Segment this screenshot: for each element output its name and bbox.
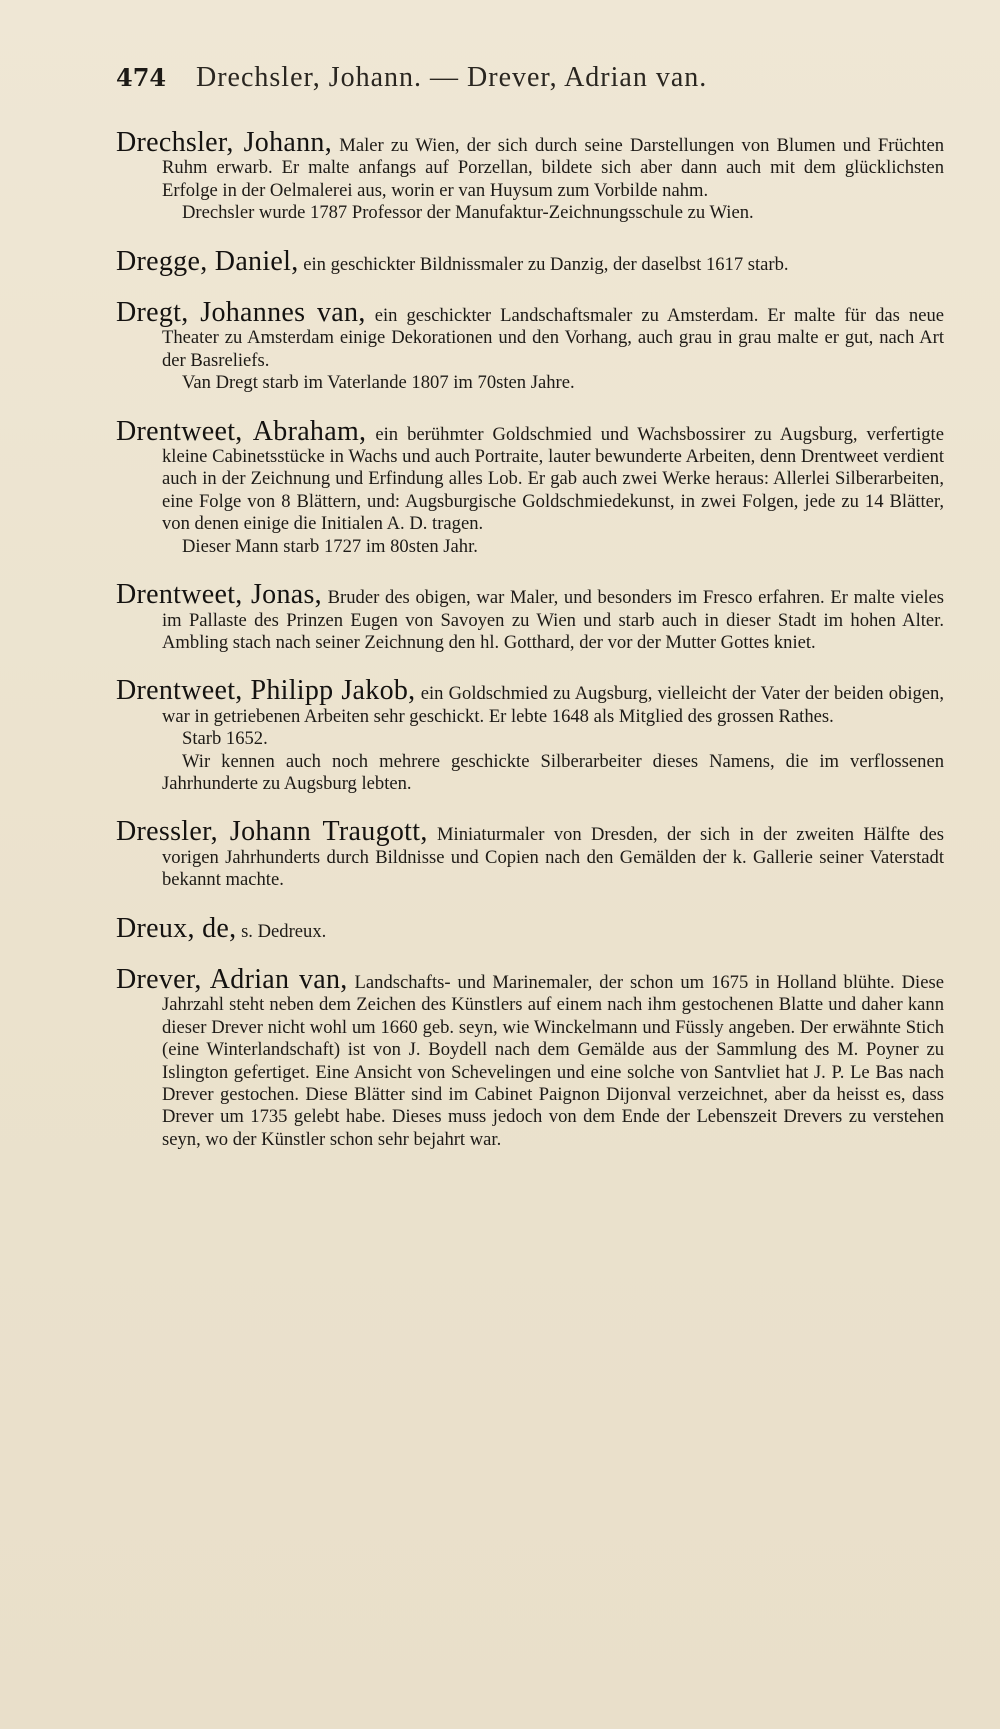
entry-text: Bruder des obigen, war Maler, und besonders im Fresco erfahren. Er malte vieles im Pallaste des Prinzen Eugen von Savoyen zu Wien und starb auch in dieser Stadt im hohen Alter. Ambling stach nach seiner Zeichnung den hl. Gotthard, der vor der Mutter Gottes kniet. [162,587,944,653]
entry-name: Drever, Adrian van, [116,963,348,995]
entry-name: Drentweet, Jonas, [116,579,322,611]
entry-drentweet-jonas [116,579,944,654]
entry-paragraph [116,415,944,536]
entry-text: Miniaturmaler von Dresden, der sich in der zweiten Hälfte des vorigen Jahrhunderts durch Bildnisse und Copien nach den Gemälden der k. Gallerie seiner Vaterstadt bekannt machte. [162,824,944,891]
entry-paragraph [116,675,944,728]
entry-dregge-daniel [116,245,944,277]
entry-text: ein berühmter Goldschmied und Wachsbossirer zu Augsburg, verfertigte kleine Cabinetsstücke in Wachs und auch Portraite, lauter bewunderte Arbeiten, denn Drentweet verdient auch in der Zeichnung und Erfindung alles Lob. Er gab auch zwei Werke heraus: Allerlei Silberarbeiten, eine Folge von 8 Blättern, und: Augsburgische Goldschmiedekunst, in zwei Folgen, jede zu 14 Blätter, von denen einige die Initialen A. D. tragen. [162,423,944,535]
entry-paragraph [116,816,944,891]
entry-name: Drentweet, Philipp Jakob, [116,675,416,707]
entry-text: Maler zu Wien, der sich durch seine Darstellungen von Blumen und Früchten Ruhm erwarb. Er malte anfangs auf Porzellan, bildete sich aber dann auch mit dem glücklichsten Erfolge in der Oelmalerei aus, worin er van Huysum zum Vorbilde nahm. [162,135,944,201]
entry-name: Drentweet, Abraham, [116,415,367,447]
entry-paragraph [116,245,944,277]
entry-paragraph: Dieser Mann starb 1727 im 80sten Jahr. [182,535,478,557]
entry-dreux-de [116,912,944,944]
entry-dressler-johann-traugott [116,816,944,891]
entry-name: Drechsler, Johann, [116,127,333,158]
entry-name: Dregt, Johannes van, [116,297,366,329]
entry-paragraph [116,963,944,1151]
running-head: Drechsler, Johann. — Drever, Adrian van. [196,62,708,93]
entry-paragraph: Wir kennen auch noch mehrere geschickte Silberarbeiter dieses Namens, die im verflossenen Jahrhunderte zu Augsburg lebten. [162,750,944,794]
entry-paragraph [116,579,944,654]
entry-drechsler-johann [116,127,944,225]
entry-drentweet-abraham [116,415,944,558]
entry-dregt-johannes-van [116,297,945,395]
entry-paragraph [116,127,944,202]
entry-paragraph [116,912,944,944]
entry-name: Dreux, de, [116,912,237,944]
entry-drentweet-philipp-jakob [116,675,944,795]
entry-drever-adrian-van [116,963,944,1151]
entry-paragraph: Van Dregt starb im Vaterlande 1807 im 70sten Jahre. [182,372,575,394]
entry-text: ein Goldschmied zu Augsburg, vielleicht der Vater der beiden obigen, war in getriebenen Arbeiten sehr geschickt. Er lebte 1648 als Mitglied des grossen Rathes. [162,683,944,727]
entry-paragraph [116,297,945,372]
entry-paragraph: Drechsler wurde 1787 Professor der Manufaktur-Zeichnungsschule zu Wien. [182,202,754,224]
page-header [116,62,944,94]
page-number: 474 [116,63,167,92]
entry-text: Landschafts- und Marinemaler, der schon um 1675 in Holland blühte. Diese Jahrzahl steht neben dem Zeichen des Künstlers auf einem nach ihm gestochenen Blatte und daher kann dieser Drever nicht wohl um 1660 geb. seyn, wie Winckelmann und Füssly angeben. Der erwähnte Stich (eine Winterlandschaft) ist von J. Boydell nach dem Gemälde aus der Sammlung des M. Poyner zu Islington gefertiget. Eine Ansicht von Schevelingen und eine solche von Santvliet hat J. P. Le Bas nach Drever gestochen. Diese Blätter sind im Cabinet Paignon Dijonval verzeichnet, aber da heisst es, dass Drever um 1735 gelebt habe. Dieses muss jedoch von dem Ende der Lebenszeit Drevers zu verstehen seyn, wo der Künstler schon sehr bejahrt war. [162,971,944,1150]
entry-name: Dregge, Daniel, [116,245,299,277]
entry-text: s. Dedreux. [241,920,327,942]
entry-paragraph: Starb 1652. [182,728,268,750]
entry-text: ein geschickter Landschaftsmaler zu Amsterdam. Er malte für das neue Theater zu Amsterdam einige Dekorationen und den Vorhang, auch grau in grau malte er gut, nach Art der Basreliefs. [162,305,945,371]
entry-name: Dressler, Johann Traugott, [116,816,428,848]
entry-text: ein geschickter Bildnissmaler zu Danzig, der daselbst 1617 starb. [303,253,789,275]
